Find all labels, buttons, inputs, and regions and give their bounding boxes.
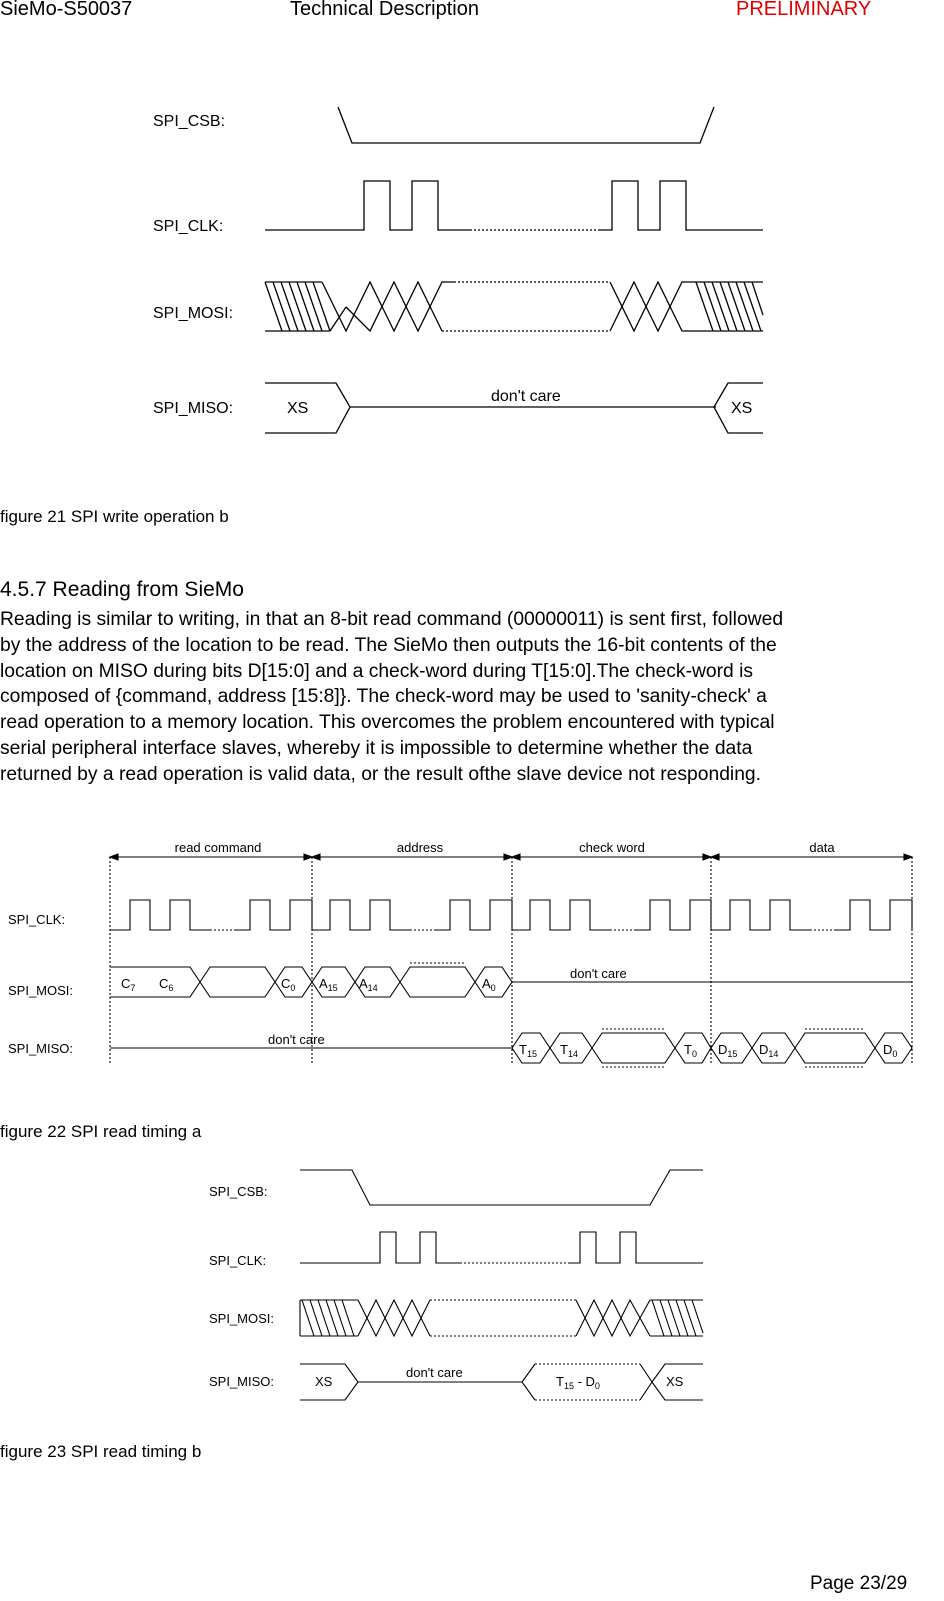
mosi-bit-a15: A — [319, 976, 328, 991]
paragraph-line: returned by a read operation is valid data, or the result ofthe slave device not responding. — [0, 763, 762, 785]
mosi-bit-c0: C — [281, 976, 291, 991]
svg-text:D15 — [718, 1042, 737, 1059]
fig23-miso-range-dash: - D — [573, 1374, 595, 1389]
fig21-miso-xs-left: XS — [287, 400, 309, 417]
figure-21-diagram — [0, 95, 944, 455]
miso-dontcare: don't care — [268, 1032, 325, 1047]
miso-waveform — [110, 1029, 912, 1067]
miso-bit-t14-sub: 14 — [567, 1049, 578, 1059]
paragraph-line: serial peripheral interface slaves, whereby it is impossible to determine whether the data — [0, 737, 753, 759]
figure-22-caption: figure 22 SPI read timing a — [0, 1122, 202, 1141]
svg-text:T15 — [519, 1042, 537, 1059]
clk-waveform — [265, 181, 470, 230]
status-label: PRELIMINARY — [736, 0, 872, 20]
mosi-waveform — [110, 963, 912, 997]
fig21-miso-dontcare: don't care — [491, 388, 561, 405]
mosi-bit-c0-sub: 0 — [290, 983, 296, 993]
svg-text:A14 — [359, 976, 378, 993]
svg-text:C0 — [281, 976, 295, 993]
paragraph-line: read operation to a memory location. This overcomes the problem encountered with typical — [0, 712, 775, 734]
section-paragraph — [0, 607, 940, 788]
fig23-miso-dontcare: don't care — [406, 1365, 463, 1380]
paragraph-line: Reading is similar to writing, in that an 8-bit read command (00000011) is sent first, followed — [0, 609, 784, 630]
mosi-bit-a0-sub: 0 — [490, 983, 496, 993]
fig23-label-csb: SPI_CSB: — [209, 1184, 268, 1199]
svg-text:T14 — [560, 1042, 578, 1059]
svg-text:T0 — [684, 1042, 697, 1059]
section-heading: 4.5.7 Reading from SieMo — [0, 578, 244, 601]
csb-waveform — [338, 107, 714, 143]
svg-text:C7 — [121, 976, 135, 993]
mosi-dontcare: don't care — [570, 966, 627, 981]
miso-bit-d0-sub: 0 — [892, 1049, 898, 1059]
svg-text:A0 — [482, 976, 496, 993]
miso-bit-t0-sub: 0 — [691, 1049, 697, 1059]
fig21-label-miso: SPI_MISO: — [153, 400, 234, 417]
phase-check-word: check word — [579, 840, 645, 855]
miso-bit-t15-sub: 15 — [526, 1049, 537, 1059]
fig22-label-clk: SPI_CLK: — [8, 912, 66, 927]
fig23-miso-range-t: T — [556, 1374, 564, 1389]
miso-bit-d0: D — [883, 1042, 893, 1057]
miso-bit-d15: D — [718, 1042, 728, 1057]
paragraph-line: composed of {command, address [15:8]}. The check-word may be used to 'sanity-check' a — [0, 686, 767, 708]
svg-text:D14 — [759, 1042, 778, 1059]
mosi-hatch-left — [265, 282, 330, 331]
fig22-label-mosi: SPI_MOSI: — [8, 983, 74, 998]
fig23-miso-range-d-sub: 0 — [594, 1381, 600, 1391]
mosi-waveform — [358, 1300, 650, 1336]
mosi-bit-a0: A — [482, 976, 491, 991]
csb-waveform — [300, 1170, 703, 1205]
paragraph-line: by the address of the location to be read. The SieMo then outputs the 16-bit contents of the — [0, 634, 777, 656]
fig23-miso-xs-left: XS — [315, 1374, 333, 1389]
mosi-bit-a15-sub: 15 — [327, 983, 338, 993]
miso-bit-t15: T — [519, 1042, 527, 1057]
fig23-label-mosi: SPI_MOSI: — [209, 1311, 275, 1326]
phase-read-command: read command — [174, 840, 262, 855]
fig23-label-clk: SPI_CLK: — [209, 1253, 267, 1268]
miso-bit-t0: T — [684, 1042, 692, 1057]
fig23-label-miso: SPI_MISO: — [209, 1374, 275, 1389]
mosi-bits — [322, 282, 696, 331]
page-number: Page 23/29 — [810, 1573, 908, 1594]
fig22-label-miso: SPI_MISO: — [8, 1041, 74, 1056]
fig21-label-clk: SPI_CLK: — [153, 218, 224, 235]
figure-23-diagram — [0, 1160, 944, 1410]
clk-waveform — [300, 1232, 703, 1263]
fig21-miso-xs-right: XS — [731, 400, 753, 417]
mosi-bit-c6: C — [159, 976, 169, 991]
svg-text:T15 - D0 — [556, 1374, 600, 1391]
clk-waveform — [110, 900, 912, 930]
mosi-hatch-right — [696, 282, 763, 331]
fig23-miso-range-t-sub: 15 — [563, 1381, 574, 1391]
miso-bit-d15-sub: 15 — [727, 1049, 738, 1059]
paragraph-line: location on MISO during bits D[15:0] and a check-word during T[15:0].The check-word is — [0, 660, 754, 682]
figure-23-caption: figure 23 SPI read timing b — [0, 1442, 202, 1461]
mosi-bit-c7: C — [121, 976, 131, 991]
miso-bit-t14: T — [560, 1042, 568, 1057]
fig21-label-csb: SPI_CSB: — [153, 113, 226, 130]
doc-title: Technical Description — [290, 0, 479, 20]
fig23-miso-xs-right: XS — [666, 1374, 684, 1389]
phase-address: address — [396, 840, 444, 855]
svg-text:A15 — [319, 976, 338, 993]
doc-id: SieMo-S50037 — [0, 0, 133, 20]
svg-text:C6 — [159, 976, 173, 993]
miso-waveform — [300, 1364, 703, 1400]
phase-data: data — [809, 840, 835, 855]
mosi-bit-c7-sub: 7 — [130, 983, 136, 993]
mosi-bit-c6-sub: 6 — [168, 983, 174, 993]
svg-text:D0 — [883, 1042, 897, 1059]
mosi-bit-a14-sub: 14 — [367, 983, 378, 993]
fig21-label-mosi: SPI_MOSI: — [153, 305, 234, 322]
figure-21-caption: figure 21 SPI write operation b — [0, 507, 229, 526]
mosi-bit-a14: A — [359, 976, 368, 991]
figure-22-diagram — [0, 835, 944, 1085]
miso-bit-d14-sub: 14 — [768, 1049, 779, 1059]
miso-bit-d14: D — [759, 1042, 769, 1057]
